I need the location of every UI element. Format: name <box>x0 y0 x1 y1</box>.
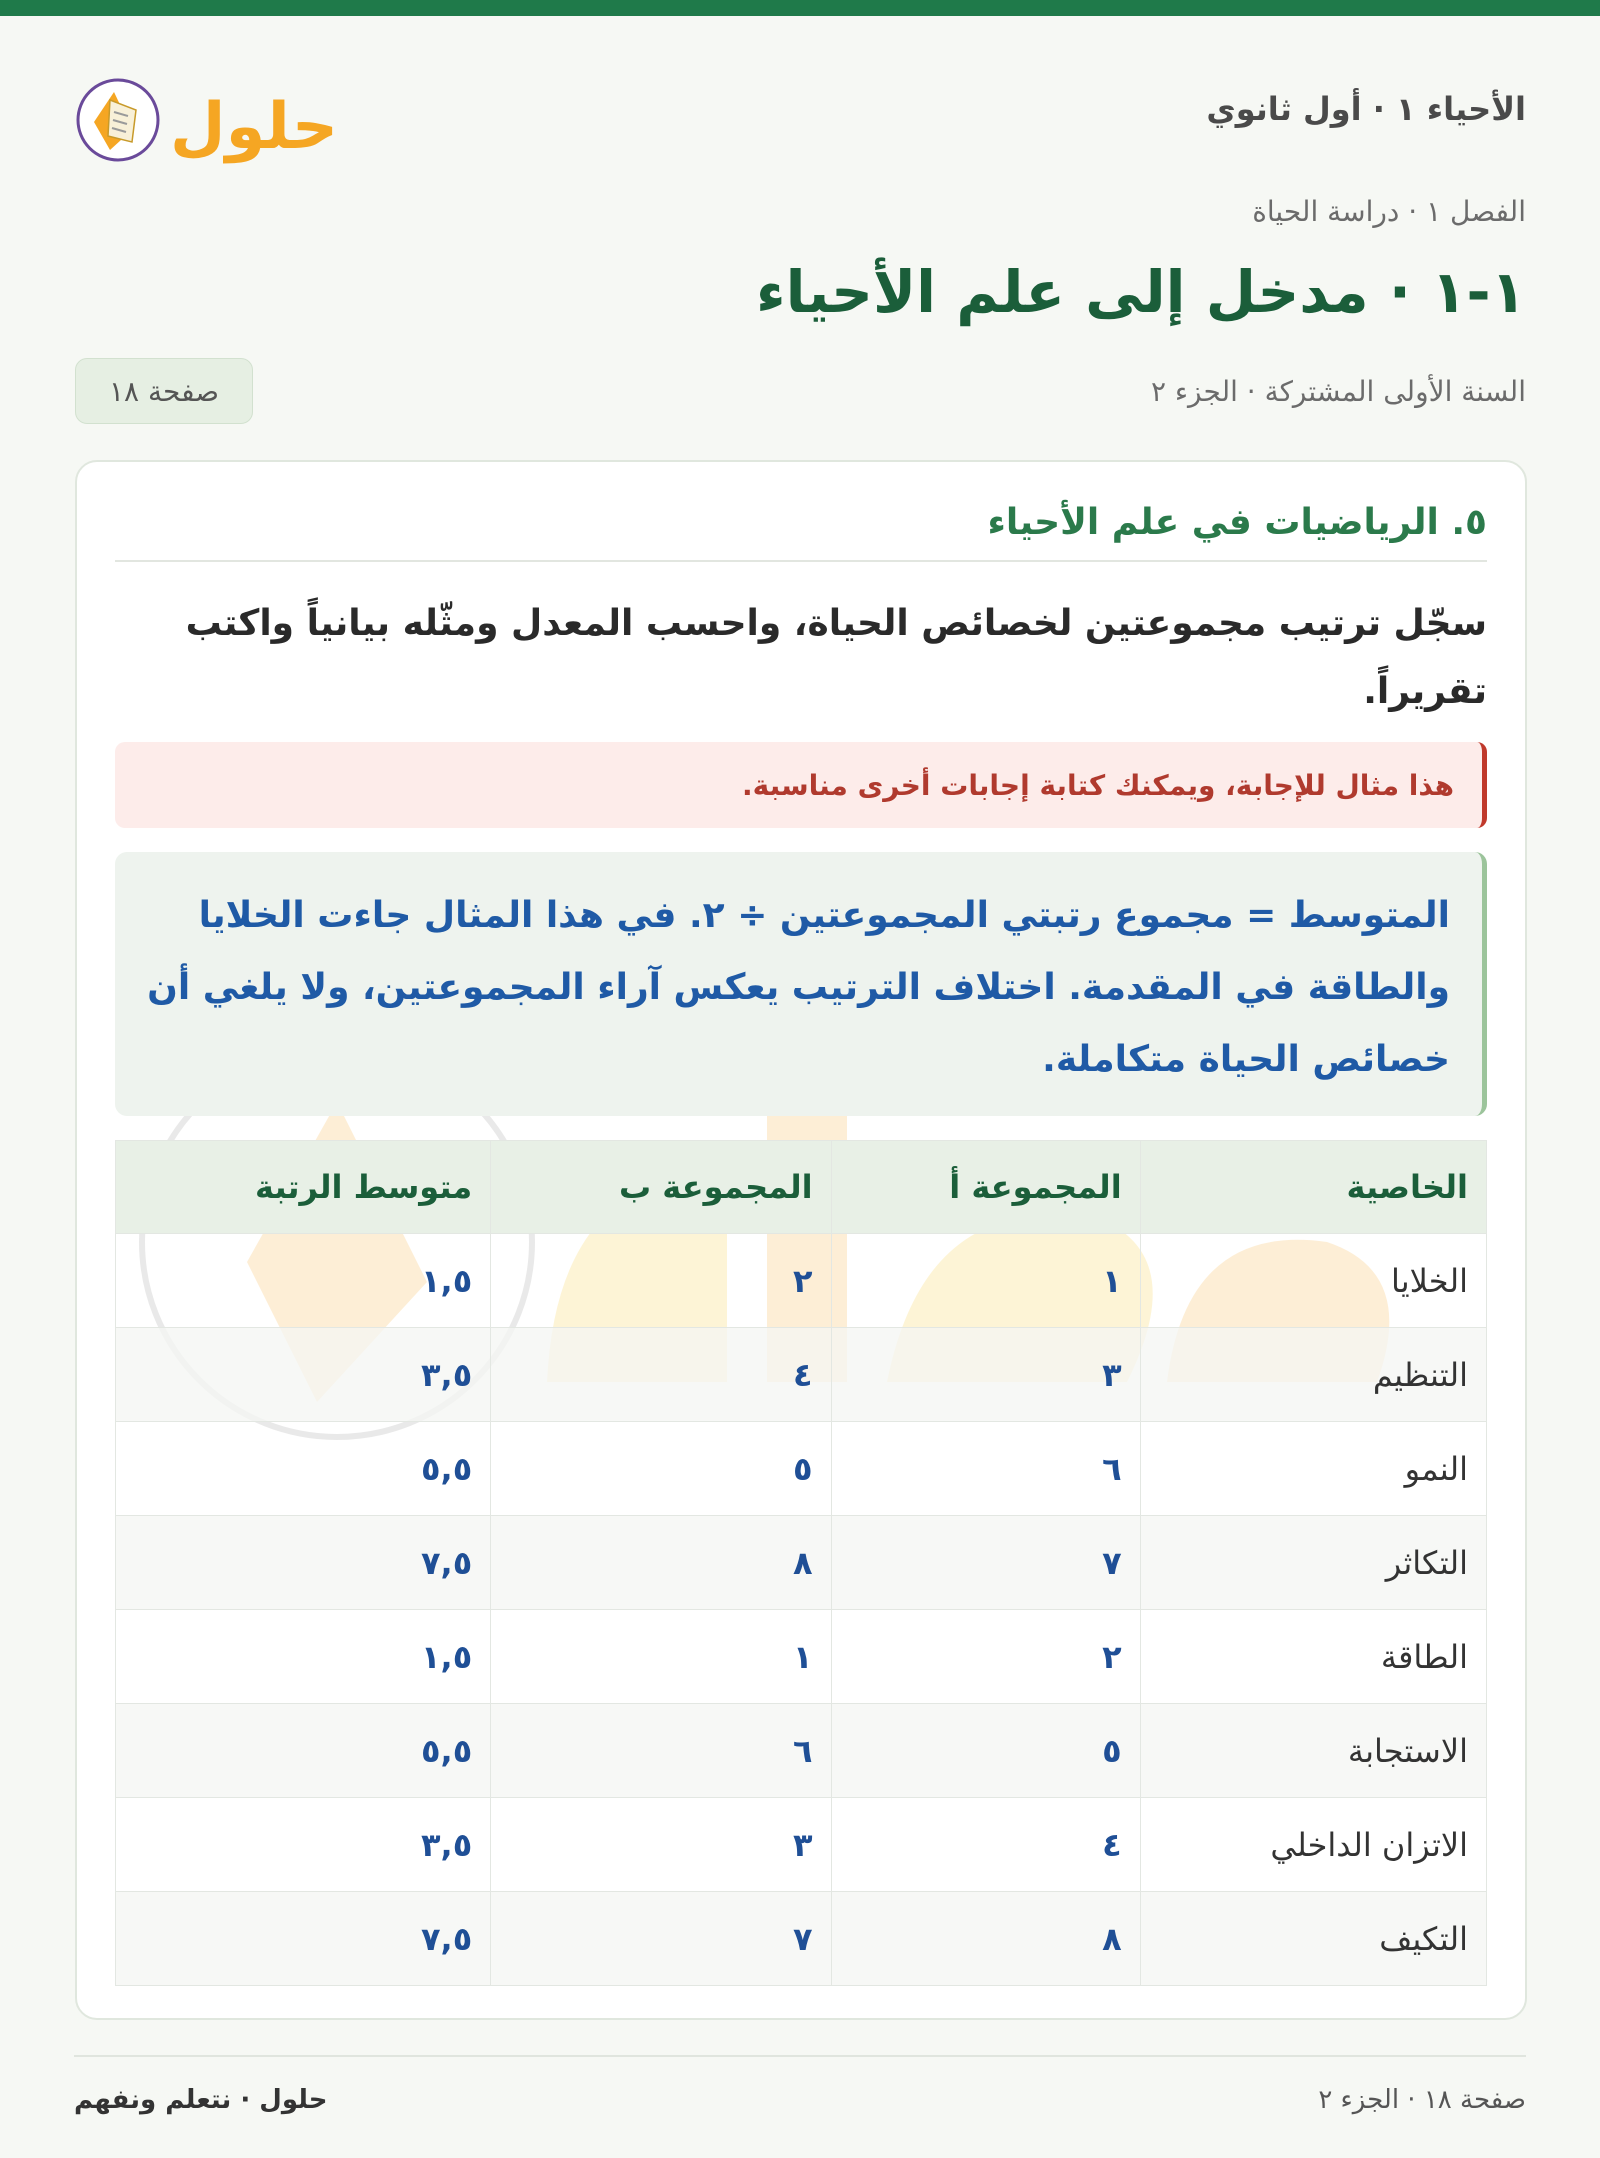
table-row <box>116 1704 1487 1798</box>
average-cell: ٣,٥ <box>116 1798 491 1892</box>
table-header-row <box>116 1141 1487 1234</box>
average-cell: ٧,٥ <box>116 1516 491 1610</box>
trait-cell: التنظيم <box>1140 1328 1486 1422</box>
footer-divider <box>74 2055 1526 2057</box>
group-a-cell: ١ <box>831 1234 1140 1328</box>
average-cell: ٣,٥ <box>116 1328 491 1422</box>
group-b-cell: ٥ <box>491 1422 831 1516</box>
table-row <box>116 1422 1487 1516</box>
table-row <box>116 1892 1487 1986</box>
course-title: الأحياء ١ · أول ثانوي <box>1206 90 1526 128</box>
table-row <box>116 1798 1487 1892</box>
page-header <box>74 50 1526 170</box>
trait-cell: الطاقة <box>1140 1610 1486 1704</box>
table-row <box>116 1328 1487 1422</box>
group-b-cell: ٦ <box>491 1704 831 1798</box>
group-b-cell: ٤ <box>491 1328 831 1422</box>
trait-cell: التكيف <box>1140 1892 1486 1986</box>
group-a-cell: ٢ <box>831 1610 1140 1704</box>
group-b-cell: ٣ <box>491 1798 831 1892</box>
col-header-average: متوسط الرتبة <box>116 1141 491 1234</box>
group-b-cell: ٧ <box>491 1892 831 1986</box>
col-header-group-a: المجموعة أ <box>831 1141 1140 1234</box>
answer-note: هذا مثال للإجابة، ويمكنك كتابة إجابات أخرى مناسبة. <box>115 742 1487 828</box>
ranking-table <box>115 1140 1487 1986</box>
top-accent-bar <box>0 0 1600 16</box>
answer-explanation: المتوسط = مجموع رتبتي المجموعتين ÷ ٢. في هذا المثال جاءت الخلايا والطاقة في المقدمة. اختلاف الترتيب يعكس آراء المجموعتين، ولا يلغي أن خصائص الحياة متكاملة. <box>115 852 1487 1116</box>
group-b-cell: ١ <box>491 1610 831 1704</box>
trait-cell: الاستجابة <box>1140 1704 1486 1798</box>
question-text: سجّل ترتيب مجموعتين لخصائص الحياة، واحسب المعدل ومثّله بيانياً واكتب تقريراً. <box>185 603 1487 712</box>
group-a-cell: ٨ <box>831 1892 1140 1986</box>
trait-cell: الاتزان الداخلي <box>1140 1798 1486 1892</box>
hulool-logo[interactable] <box>74 70 344 170</box>
book-info: السنة الأولى المشتركة · الجزء ٢ <box>1150 375 1526 408</box>
col-header-group-b: المجموعة ب <box>491 1141 831 1234</box>
table-row <box>116 1234 1487 1328</box>
average-cell: ٥,٥ <box>116 1422 491 1516</box>
lesson-title: ١-١ · مدخل إلى علم الأحياء <box>756 258 1526 326</box>
table-row <box>116 1516 1487 1610</box>
group-a-cell: ٤ <box>831 1798 1140 1892</box>
exercise-card <box>75 460 1527 2020</box>
group-a-cell: ٧ <box>831 1516 1140 1610</box>
col-header-trait: الخاصية <box>1140 1141 1486 1234</box>
average-cell: ٥,٥ <box>116 1704 491 1798</box>
group-a-cell: ٣ <box>831 1328 1140 1422</box>
trait-cell: التكاثر <box>1140 1516 1486 1610</box>
section-title: ٥. الرياضيات في علم الأحياء <box>115 502 1487 562</box>
group-a-cell: ٦ <box>831 1422 1140 1516</box>
average-cell: ١,٥ <box>116 1610 491 1704</box>
average-cell: ١,٥ <box>116 1234 491 1328</box>
group-b-cell: ٢ <box>491 1234 831 1328</box>
average-cell: ٧,٥ <box>116 1892 491 1986</box>
page-number-badge: صفحة ١٨ <box>75 358 253 424</box>
table-row <box>116 1610 1487 1704</box>
group-b-cell: ٨ <box>491 1516 831 1610</box>
trait-cell: النمو <box>1140 1422 1486 1516</box>
trait-cell: الخلايا <box>1140 1234 1486 1328</box>
chapter-label: الفصل ١ · دراسة الحياة <box>1252 195 1526 228</box>
group-a-cell: ٥ <box>831 1704 1140 1798</box>
logo-text: حلول <box>170 90 338 164</box>
footer-page-info: صفحة ١٨ · الجزء ٢ <box>1318 2085 1526 2115</box>
footer-brand: حلول · نتعلم ونفهم <box>74 2085 328 2115</box>
